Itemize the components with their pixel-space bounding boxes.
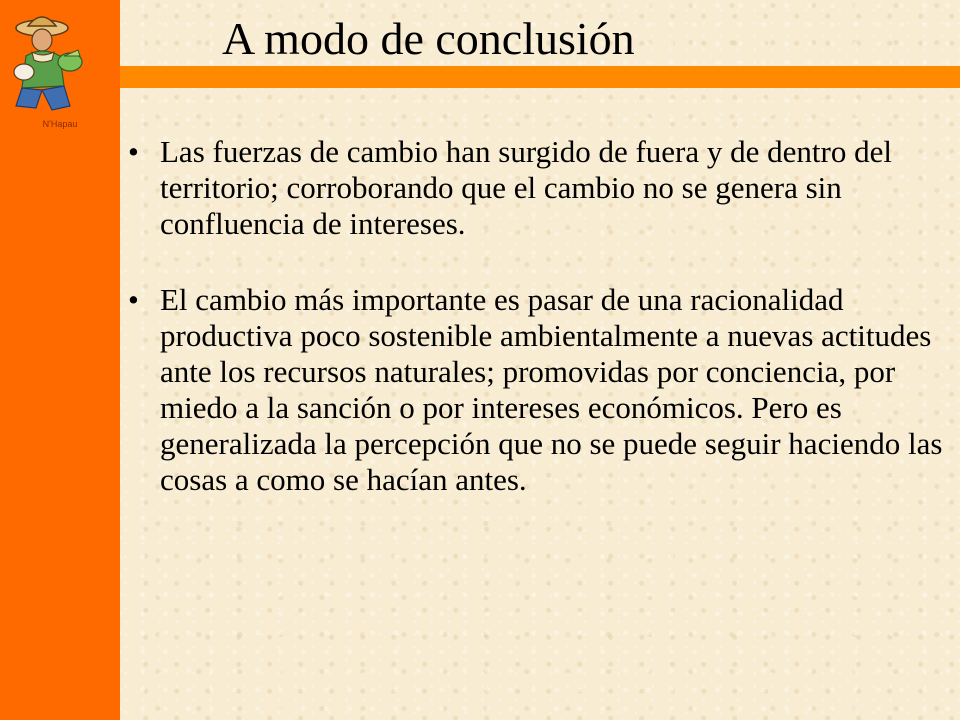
- bullet-list: [128, 134, 950, 538]
- bullet-marker: •: [128, 134, 139, 169]
- logo-caption: N'Hapau: [42, 119, 78, 129]
- title-underline-bar: [120, 66, 960, 88]
- bullet-text: El cambio más importante es pasar de una racionalidad productiva poco sostenible ambientalmente a nuevas actitudes ante los recursos naturales; promovidas por conciencia, por miedo a la sanción o por intereses económicos. Pero es generalizada la percepción que no se puede seguir haciendo las cosas a como se hacían antes.: [160, 282, 943, 497]
- farmer-mascot-icon: [8, 6, 112, 130]
- bullet-item: [128, 282, 950, 498]
- bullet-text: Las fuerzas de cambio han surgido de fuera y de dentro del territorio; corroborando que el cambio no se genera sin confluencia de intereses.: [160, 134, 892, 241]
- bullet-marker: •: [128, 282, 139, 317]
- bullet-item: [128, 134, 950, 242]
- slide-title: A modo de conclusión: [222, 13, 635, 64]
